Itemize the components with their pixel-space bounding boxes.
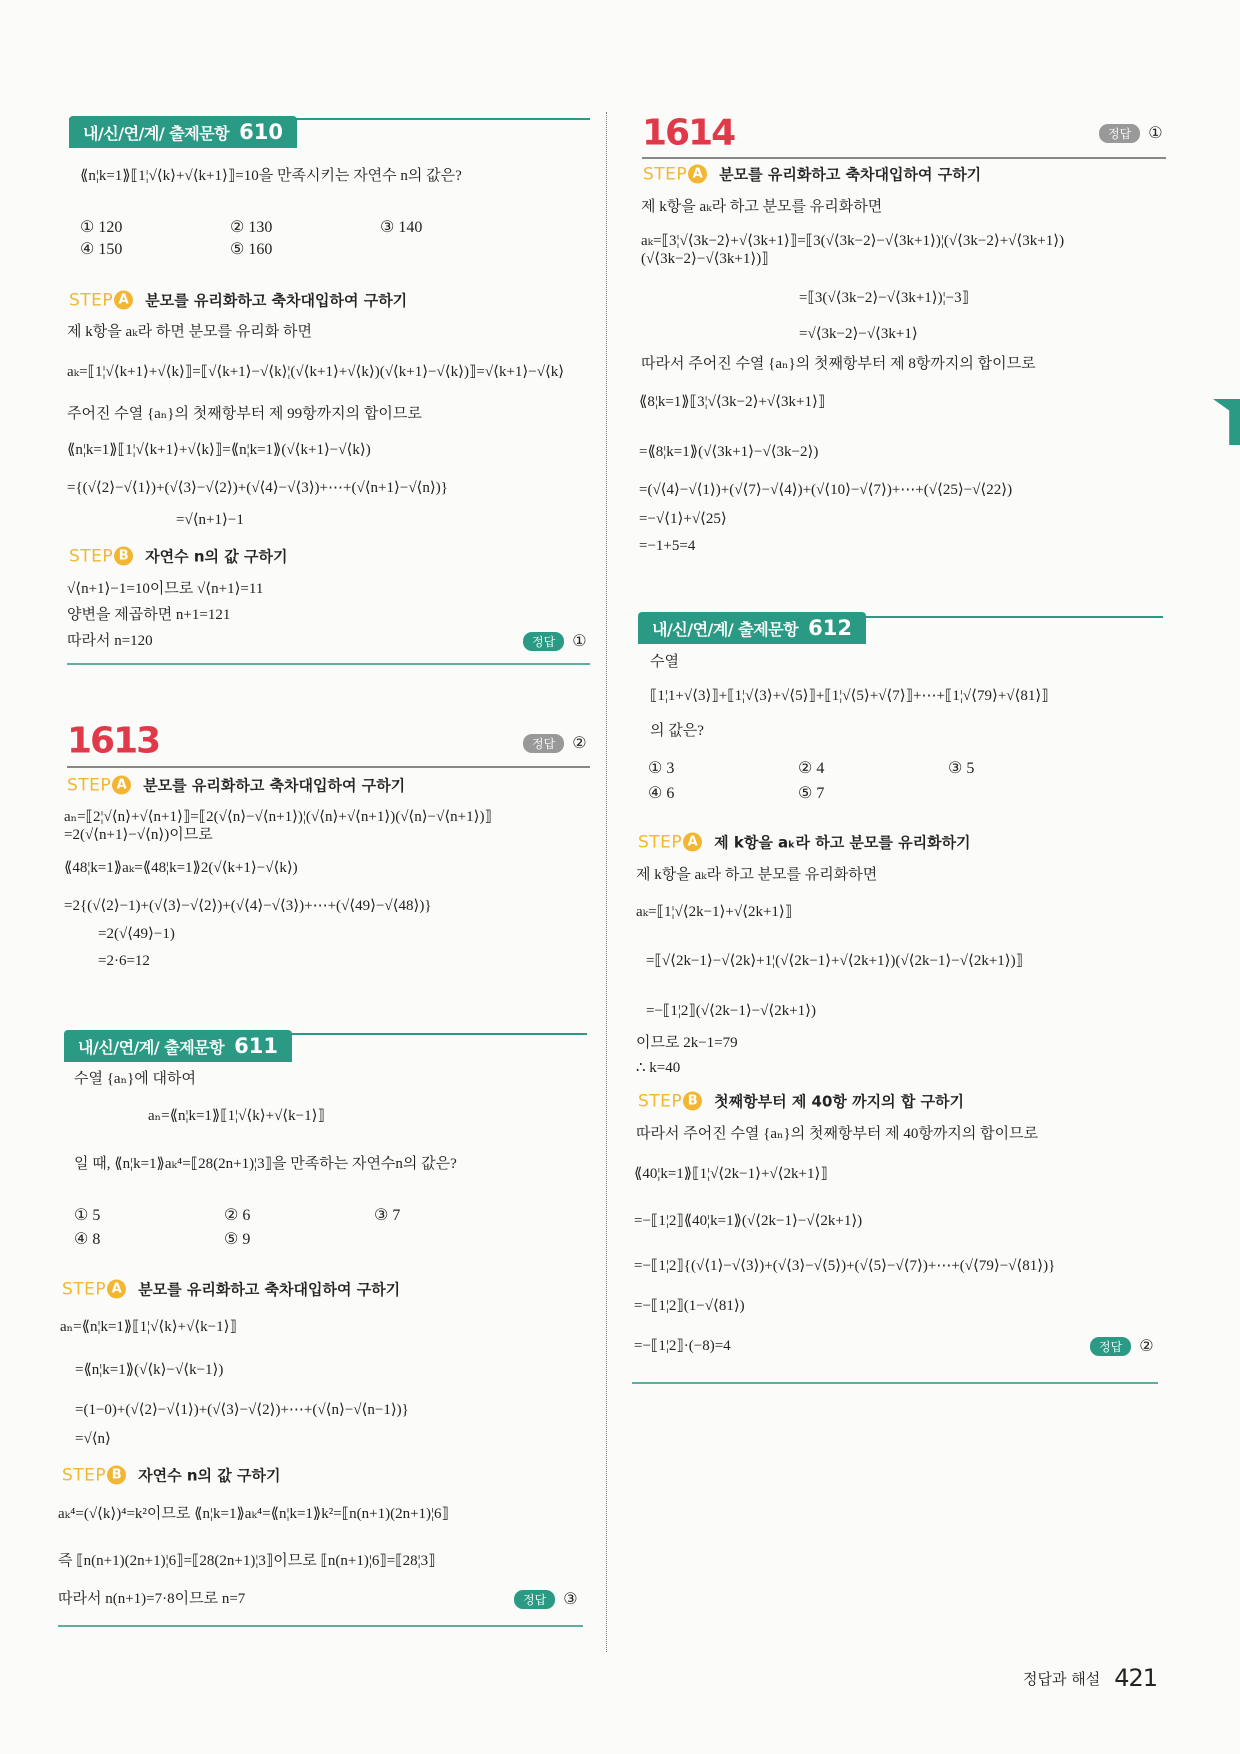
step-a-heading <box>62 1279 400 1300</box>
answer-label: 정답 <box>523 734 564 753</box>
solution-line: =−1+5=4 <box>639 538 696 554</box>
problem-number: 612 <box>808 616 852 640</box>
header-label: 내/신/연/계/ 출제문항 <box>83 123 230 143</box>
step-label: STEP <box>638 1091 683 1111</box>
solution-line: =−√⟨1⟩+√⟨25⟩ <box>639 511 727 527</box>
choice-2: ② 6 <box>224 1207 251 1224</box>
step-title: 제 k항을 aₖ라 하고 분모를 유리화하기 <box>714 833 971 852</box>
header-label: 내/신/연/계/ 출제문항 <box>652 619 799 639</box>
solution-line: =−⟦1¦2⟧(1−√⟨81⟩) <box>634 1298 745 1314</box>
choice-2: ② 4 <box>798 760 825 777</box>
answer-value: ① <box>1148 125 1163 142</box>
solution-line: =⟦√⟨2k−1⟩−√⟨2k⟩+1¦(√⟨2k−1⟩+√⟨2k+1⟩)(√⟨2k−1⟩−√⟨2k+1⟩)⟧ <box>646 953 1024 969</box>
step-label: STEP <box>69 546 114 566</box>
section-rule <box>67 663 590 665</box>
step-label: STEP <box>643 164 688 184</box>
choice-4: ④ 8 <box>74 1231 101 1248</box>
choice-3: ③ 7 <box>374 1207 401 1224</box>
solution-line: ∴ k=40 <box>636 1060 681 1076</box>
step-label: STEP <box>69 290 114 310</box>
solution-line: 제 k항을 aₖ라 하고 분모를 유리화하면 <box>636 867 878 883</box>
solution-line: 양변을 제곱하면 n+1=121 <box>67 607 231 623</box>
step-badge: A <box>683 833 702 852</box>
step-b-heading <box>638 1091 964 1112</box>
answer-value: ② <box>1139 1338 1154 1355</box>
question-text: 수열 <box>650 654 679 670</box>
answer-label: 정답 <box>1099 124 1140 143</box>
solution-line: 따라서 주어진 수열 {aₙ}의 첫째항부터 제 8항까지의 합이므로 <box>641 356 1036 372</box>
step-a-heading <box>67 775 405 796</box>
solution-line: =−⟦1¦2⟧{(√⟨1⟩−√⟨3⟩)+(√⟨3⟩−√⟨5⟩)+(√⟨5⟩−√⟨7⟩)+⋯+(√⟨79⟩−√⟨81⟩)} <box>634 1258 1056 1274</box>
solution-line: =⟦3(√⟨3k−2⟩−√⟨3k+1⟩)¦−3⟧ <box>799 290 970 306</box>
solution-line: 즉 ⟦n(n+1)(2n+1)¦6⟧=⟦28(2n+1)¦3⟧이므로 ⟦n(n+1)¦6⟧=⟦28¦3⟧ <box>58 1553 436 1569</box>
step-title: 자연수 n의 값 구하기 <box>138 1466 281 1485</box>
step-title: 분모를 유리화하고 축차대입하여 구하기 <box>145 291 408 310</box>
step-label: STEP <box>62 1465 107 1485</box>
solution-line: =⟪8¦k=1⟫(√⟨3k+1⟩−√⟨3k−2⟩) <box>639 444 819 460</box>
solution-line: aₖ=⟦1¦√⟨2k−1⟩+√⟨2k+1⟩⟧ <box>636 904 793 920</box>
section-rule <box>58 1625 583 1627</box>
choice-1: ① 3 <box>648 760 675 777</box>
question-text: 일 때, ⟪n¦k=1⟫aₖ⁴=⟦28(2n+1)¦3⟧을 만족하는 자연수n의 값은? <box>74 1156 457 1172</box>
chapter-tab <box>1213 399 1240 445</box>
solution-line: ⟪n¦k=1⟫⟦1¦√⟨k+1⟩+√⟨k⟩⟧=⟪n¦k=1⟫(√⟨k+1⟩−√⟨k⟩) <box>67 442 371 458</box>
solution-line: 따라서 주어진 수열 {aₙ}의 첫째항부터 제 40항까지의 합이므로 <box>636 1126 1039 1142</box>
problem-number: 610 <box>239 120 283 144</box>
solution-line: =2(√⟨49⟩−1) <box>98 926 175 942</box>
title-rule <box>642 157 1166 159</box>
step-a-heading <box>69 290 407 311</box>
solution-line: =−⟦1¦2⟧⟪40¦k=1⟫(√⟨2k−1⟩−√⟨2k+1⟩) <box>634 1213 863 1229</box>
solution-line: 이므로 2k−1=79 <box>636 1035 738 1051</box>
step-a-heading <box>643 164 981 185</box>
solution-line: √⟨n+1⟩−1=10이므로 √⟨n+1⟩=11 <box>67 581 264 597</box>
solution-line: aₖ⁴=(√⟨k⟩)⁴=k²이므로 ⟪n¦k=1⟫aₖ⁴=⟪n¦k=1⟫k²=⟦n(n+1)(2n+1)¦6⟧ <box>58 1506 449 1522</box>
solution-line: 제 k항을 aₖ라 하고 분모를 유리화하면 <box>641 199 883 215</box>
step-a-heading <box>638 832 971 853</box>
solution-line: =−⟦1¦2⟧·(−8)=4 <box>634 1338 731 1354</box>
solution-line: aₖ=⟦3¦√⟨3k−2⟩+√⟨3k+1⟩⟧=⟦3(√⟨3k−2⟩−√⟨3k+1⟩)¦(√⟨3k−2⟩+√⟨3k+1⟩)(√⟨3k−2⟩−√⟨3k+1⟩)⟧ <box>641 233 1065 267</box>
choice-3: ③ 140 <box>380 219 423 236</box>
choice-4: ④ 150 <box>80 241 123 258</box>
answer-badge <box>1090 1336 1154 1356</box>
solution-line: ⟪48¦k=1⟫aₖ=⟪48¦k=1⟫2(√⟨k+1⟩−√⟨k⟩) <box>64 860 298 876</box>
answer-value: ① <box>572 633 587 650</box>
answer-badge <box>523 733 587 753</box>
solution-line: =−⟦1¦2⟧(√⟨2k−1⟩−√⟨2k+1⟩) <box>646 1003 817 1019</box>
step-badge: A <box>688 165 707 184</box>
title-rule <box>67 766 590 768</box>
footer-label: 정답과 해설 <box>1023 1669 1101 1688</box>
problem-header-611 <box>64 1030 292 1062</box>
answer-value: ② <box>572 735 587 752</box>
question-formula: ⟦1¦1+√⟨3⟩⟧+⟦1¦√⟨3⟩+√⟨5⟩⟧+⟦1¦√⟨5⟩+√⟨7⟩⟧+⋯+⟦1¦√⟨79⟩+√⟨81⟩⟧ <box>650 688 1049 704</box>
step-badge: B <box>114 547 133 566</box>
step-b-heading <box>69 546 287 567</box>
choice-2: ② 130 <box>230 219 273 236</box>
choice-1: ① 120 <box>80 219 123 236</box>
solution-line: =⟪n¦k=1⟫(√⟨k⟩−√⟨k−1⟩) <box>75 1362 224 1378</box>
column-divider <box>606 112 607 1652</box>
step-title: 분모를 유리화하고 축차대입하여 구하기 <box>719 165 982 184</box>
step-title: 분모를 유리화하고 축차대입하여 구하기 <box>138 1280 401 1299</box>
question-text: ⟪n¦k=1⟫⟦1¦√⟨k⟩+√⟨k+1⟩⟧=10을 만족시키는 자연수 n의 값은? <box>80 168 462 184</box>
solution-line: =(√⟨4⟩−√⟨1⟩)+(√⟨7⟩−√⟨4⟩)+(√⟨10⟩−√⟨7⟩)+⋯+(√⟨25⟩−√⟨22⟩) <box>639 482 1013 498</box>
question-formula: aₙ=⟪n¦k=1⟫⟦1¦√⟨k⟩+√⟨k−1⟩⟧ <box>148 1108 325 1124</box>
step-badge: A <box>114 291 133 310</box>
solution-line: aₙ=⟪n¦k=1⟫⟦1¦√⟨k⟩+√⟨k−1⟩⟧ <box>60 1319 237 1335</box>
answer-label: 정답 <box>514 1590 555 1609</box>
solution-line: =√⟨n+1⟩−1 <box>176 512 244 528</box>
choice-5: ⑤ 9 <box>224 1231 251 1248</box>
solution-line: =2{(√⟨2⟩−1)+(√⟨3⟩−√⟨2⟩)+(√⟨4⟩−√⟨3⟩)+⋯+(√⟨49⟩−√⟨48⟩)} <box>64 898 432 914</box>
answer-label: 정답 <box>523 632 564 651</box>
solution-line: aₙ=⟦2¦√⟨n⟩+√⟨n+1⟩⟧=⟦2(√⟨n⟩−√⟨n+1⟩)¦(√⟨n⟩+√⟨n+1⟩)(√⟨n⟩−√⟨n+1⟩)⟧=2(√⟨n+1⟩−√⟨n⟩)이므로 <box>64 809 492 843</box>
problem-number-1613: 1613 <box>67 720 160 762</box>
choice-5: ⑤ 160 <box>230 241 273 258</box>
problem-number-1614: 1614 <box>642 112 735 154</box>
step-label: STEP <box>638 832 683 852</box>
header-label: 내/신/연/계/ 출제문항 <box>78 1037 225 1057</box>
problem-number: 611 <box>234 1034 278 1058</box>
page-number: 421 <box>1114 1664 1158 1692</box>
step-label: STEP <box>62 1279 107 1299</box>
solution-line: =2·6=12 <box>98 953 150 969</box>
answer-label: 정답 <box>1090 1337 1131 1356</box>
problem-header-610 <box>69 116 297 148</box>
answer-badge <box>1099 123 1163 143</box>
solution-line: 주어진 수열 {aₙ}의 첫째항부터 제 99항까지의 합이므로 <box>67 406 422 422</box>
page-footer <box>1023 1664 1157 1692</box>
step-title: 첫째항부터 제 40항 까지의 합 구하기 <box>714 1092 965 1111</box>
step-badge: A <box>112 776 131 795</box>
solution-line: ={(√⟨2⟩−√⟨1⟩)+(√⟨3⟩−√⟨2⟩)+(√⟨4⟩−√⟨3⟩)+⋯+(√⟨n+1⟩−√⟨n⟩)} <box>67 480 448 496</box>
solution-line: aₖ=⟦1¦√⟨k+1⟩+√⟨k⟩⟧=⟦√⟨k+1⟩−√⟨k⟩¦(√⟨k+1⟩+√⟨k⟩)(√⟨k+1⟩−√⟨k⟩)⟧=√⟨k+1⟩−√⟨k⟩ <box>67 364 565 380</box>
solution-line: =(1−0)+(√⟨2⟩−√⟨1⟩)+(√⟨3⟩−√⟨2⟩)+⋯+(√⟨n⟩−√⟨n−1⟩)} <box>75 1402 409 1418</box>
step-title: 분모를 유리화하고 축차대입하여 구하기 <box>143 776 406 795</box>
step-label: STEP <box>67 775 112 795</box>
choice-3: ③ 5 <box>948 760 975 777</box>
answer-badge <box>514 1589 578 1609</box>
choice-5: ⑤ 7 <box>798 785 825 802</box>
problem-header-612 <box>638 612 866 644</box>
solution-line: =√⟨3k−2⟩−√⟨3k+1⟩ <box>799 326 918 342</box>
choice-4: ④ 6 <box>648 785 675 802</box>
question-text: 수열 {aₙ}에 대하여 <box>74 1071 196 1087</box>
solution-line: ⟪8¦k=1⟫⟦3¦√⟨3k−2⟩+√⟨3k+1⟩⟧ <box>639 394 826 410</box>
step-badge: B <box>107 1466 126 1485</box>
step-badge: B <box>683 1092 702 1111</box>
answer-badge <box>523 631 587 651</box>
answer-value: ③ <box>563 1591 578 1608</box>
step-title: 자연수 n의 값 구하기 <box>145 547 288 566</box>
solution-line: =√⟨n⟩ <box>75 1431 111 1447</box>
question-text: 의 값은? <box>650 723 704 739</box>
solution-line: ⟪40¦k=1⟫⟦1¦√⟨2k−1⟩+√⟨2k+1⟩⟧ <box>634 1166 828 1182</box>
choice-1: ① 5 <box>74 1207 101 1224</box>
solution-line: 따라서 n=120 <box>67 633 153 649</box>
step-b-heading <box>62 1465 280 1486</box>
solution-line: 따라서 n(n+1)=7·8이므로 n=7 <box>58 1591 246 1607</box>
section-rule <box>632 1382 1158 1384</box>
solution-line: 제 k항을 aₖ라 하면 분모를 유리화 하면 <box>67 324 312 340</box>
step-badge: A <box>107 1280 126 1299</box>
